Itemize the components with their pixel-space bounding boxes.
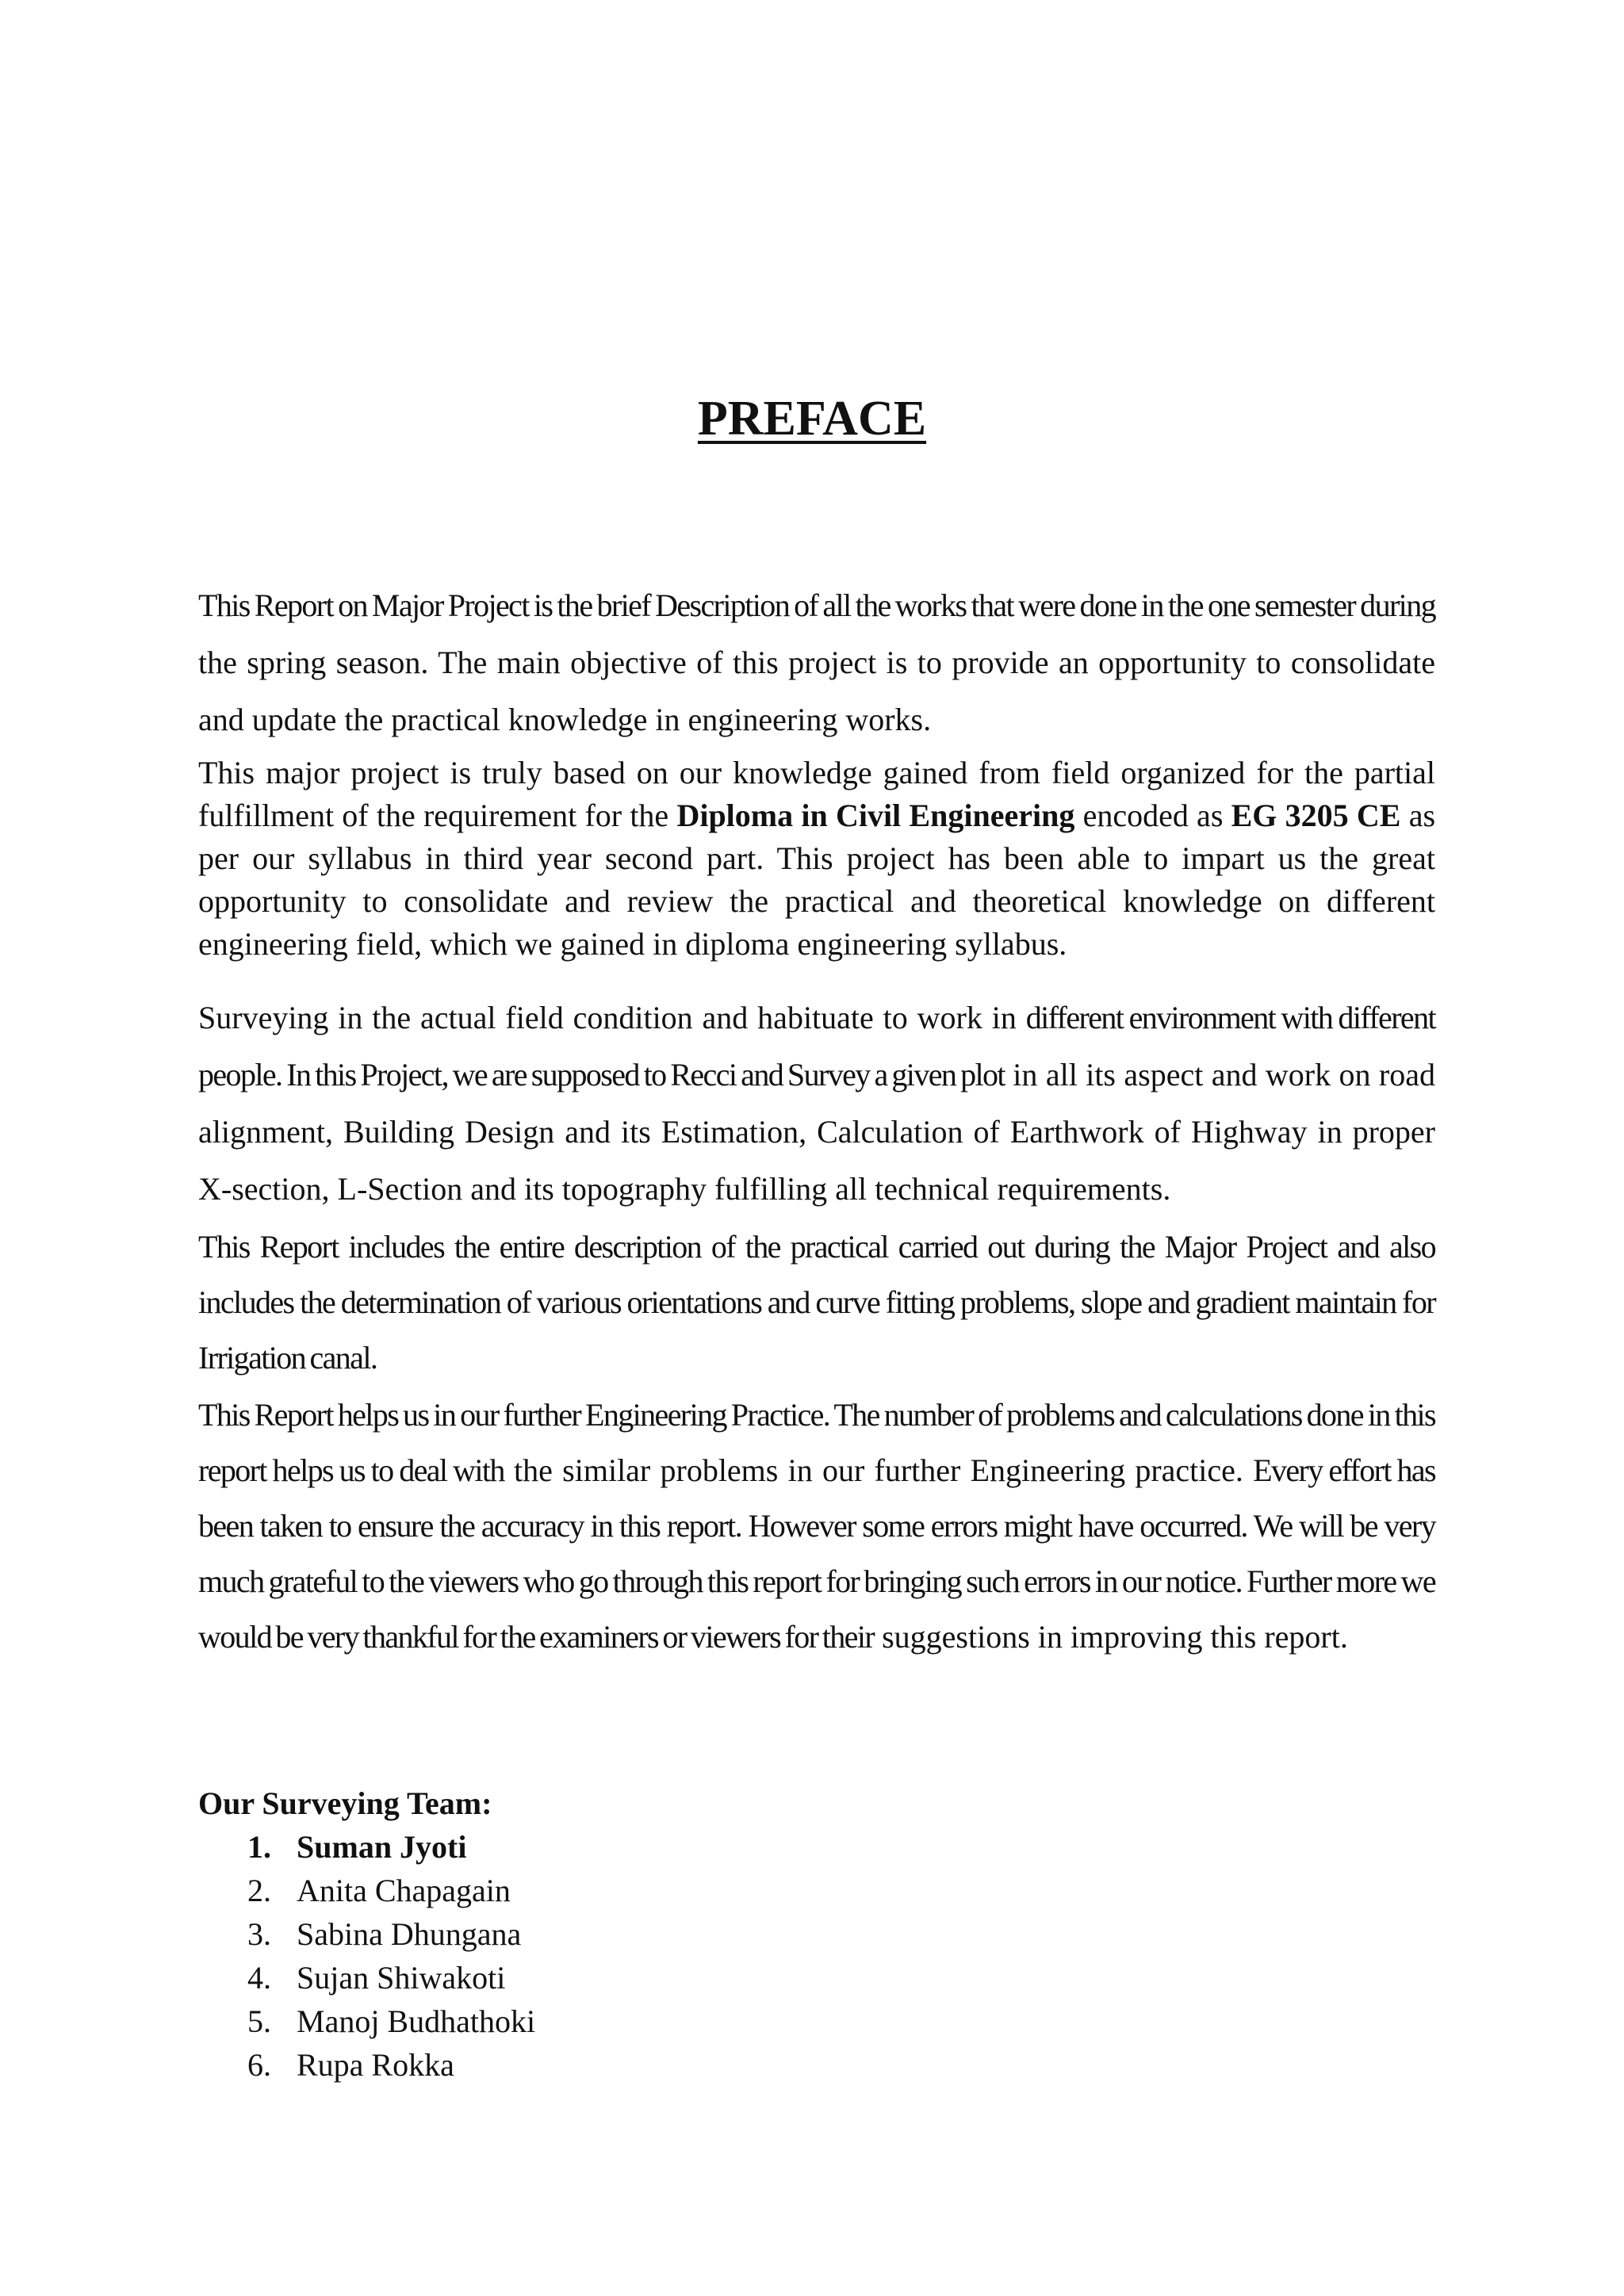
member-name: Sujan Shiwakoti [297, 1960, 506, 1996]
paragraph-basis-part1: This major project is truly based on our knowledge gained from field organized for the partial fulfillment of the requirement for the [198, 755, 1435, 833]
team-list [198, 1825, 1150, 2087]
team-member [198, 1825, 1150, 1869]
paragraph-intro-line1: This Report on Major Project is the brief Description of all the works that were done in the one semester during [198, 587, 1435, 623]
course-code: EG 3205 CE [1231, 798, 1401, 833]
paragraph-helps [198, 1387, 1435, 1665]
paragraph-surveying [198, 989, 1435, 1218]
paragraph-surveying-part2: different environment with different people. In this Project, we are supposed to Recci and Survey a given plot [198, 1000, 1435, 1093]
paragraph-includes: This Report includes the entire description of the practical carried out during the Major Project and also includes the determination of various orientations and curve fitting problems, slope and gradient maintain for Irrigation canal. [198, 1229, 1435, 1376]
team-heading: Our Surveying Team: [198, 1785, 492, 1821]
diploma-name: Diploma in Civil Engineering [676, 798, 1075, 833]
team-member [198, 1912, 1150, 1956]
page-title: PREFACE [697, 392, 927, 446]
paragraph-intro [198, 577, 1435, 748]
team-member [198, 1956, 1150, 1999]
paragraph-basis [198, 752, 1435, 966]
team-member [198, 1999, 1150, 2043]
paragraph-helps-part4: suggestions in improving this report. [874, 1619, 1348, 1655]
paragraph-intro-rest: the spring season. The main objective of this project is to provide an opportunity to consolidate and update the practical knowledge in engineering works. [198, 645, 1435, 737]
team-member [198, 2043, 1150, 2087]
team-member [198, 1869, 1150, 1912]
member-name: Rupa Rokka [297, 2047, 454, 2083]
paragraph-basis-part3: as per our syllabus in third year second part. This project has been able to impart us the great opportunity to consolidate and review the practical and theoretical knowledge on different engineering field, which we gained in diploma engineering syllabus. [198, 798, 1436, 962]
member-number: 4. [247, 1960, 271, 1996]
paragraph-surveying-part1: Surveying in the actual field condition and habituate to work in [198, 1000, 1026, 1035]
paragraph-surveying-part3: in all its aspect and work on road alignment, Building Design and its Estimation, Calculation of Earthwork of Highway in proper X-section, L-Section and its topography fulfilling all technical requirements. [198, 1057, 1435, 1207]
surveying-team [198, 1782, 1150, 2087]
preface-body [198, 577, 1435, 1665]
member-name: Suman Jyoti [297, 1829, 467, 1865]
member-name: Sabina Dhungana [297, 1916, 522, 1952]
paragraph-helps-part1: This Report helps us in our further Engineering Practice. The number of problems and calculations done in this report helps us to deal with [198, 1397, 1435, 1488]
member-number: 5. [247, 2003, 271, 2039]
paragraph-helps-part3: Every effort has been taken to ensure the accuracy in this report. However some errors might have occurred. We will be very much grateful to the viewers who go through this report for bringing such errors in our notice. Further more we would be very thankful for the examiners or viewers for their [198, 1452, 1435, 1655]
member-name: Manoj Budhathoki [297, 2003, 536, 2039]
member-number: 1. [247, 1829, 271, 1865]
member-number: 3. [247, 1916, 271, 1952]
member-number: 6. [247, 2047, 271, 2083]
paragraph-basis-part2: encoded as [1074, 798, 1231, 833]
member-name: Anita Chapagain [297, 1873, 511, 1908]
paragraph-helps-part2: the similar problems in our further Engineering practice. [504, 1452, 1254, 1488]
member-number: 2. [247, 1873, 271, 1908]
